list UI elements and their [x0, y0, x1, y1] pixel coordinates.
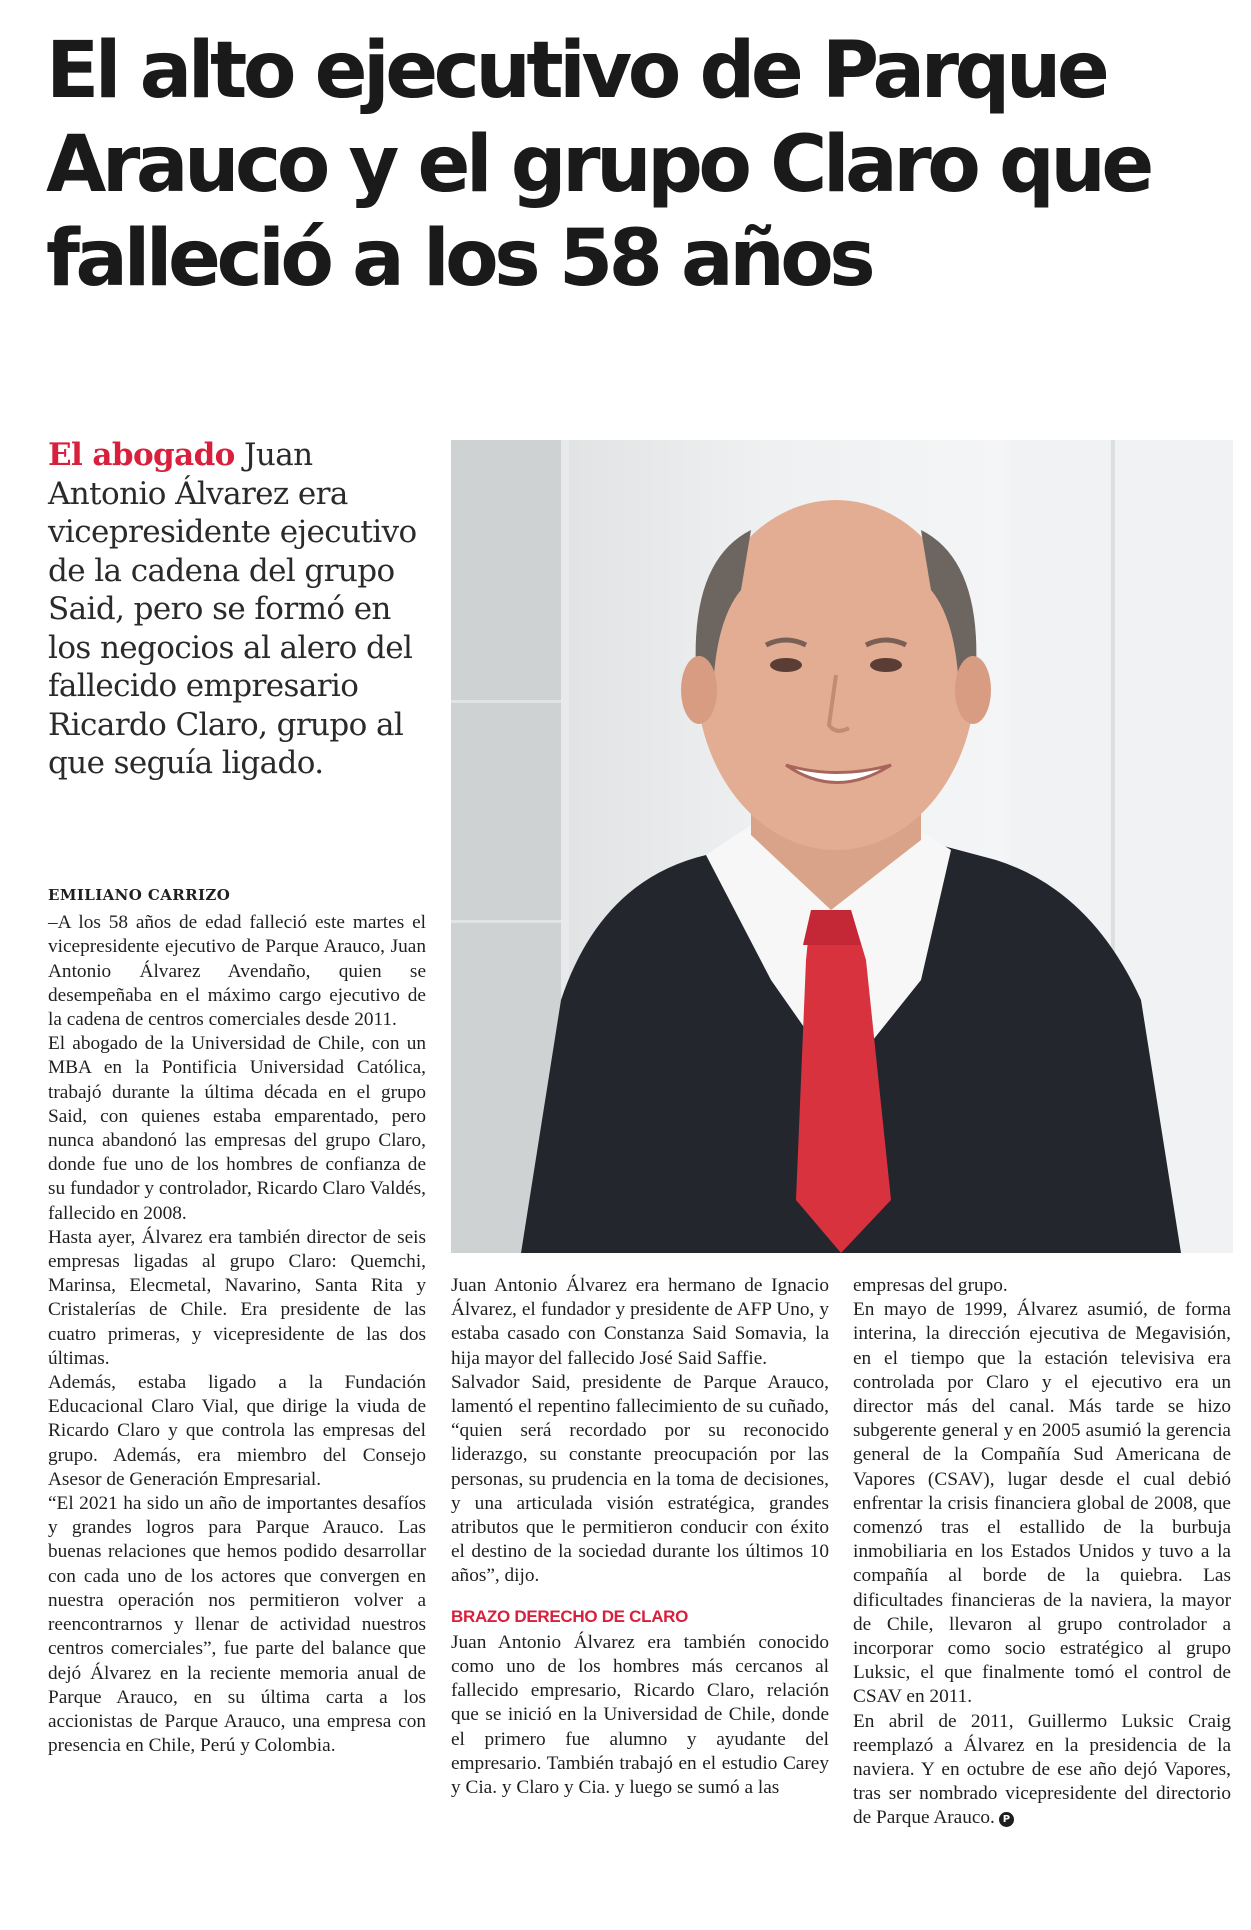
article-column-1	[48, 883, 426, 1758]
paragraph: El abogado de la Universidad de Chile, con un MBA en la Pontificia Universidad Católica, trabajó durante la última década en el grupo Said, con quienes estaba emparentado, pero nunca abandonó las empresas del grupo Claro, donde fue uno de los hombres de confianza de su fundador y controlador, Ricardo Claro Valdés, fallecido en 2008.	[48, 1033, 426, 1224]
portrait-photo	[451, 440, 1233, 1253]
paragraph: “El 2021 ha sido un año de importantes desafíos y grandes logros para Parque Arauco. Las buenas relaciones que hemos podido desarrollar con cada uno de los actores que convergen en nuestra operación nos permitieron volver a reencontrarnos y llenar de actividad nuestros centros comerciales”, fue parte del balance que dejó Álvarez en la reciente memoria anual de Parque Arauco, en su última carta a los accionistas de Parque Arauco, una empresa con presencia en Chile, Perú y Colombia.	[48, 1493, 426, 1757]
paragraph-final	[853, 1710, 1231, 1831]
paragraph: En mayo de 1999, Álvarez asumió, de forma interina, la dirección ejecutiva de Megavisión, en el tiempo que la estación televisiva era controlada por Claro y el ejecutivo era un director más del canal. Más tarde se hizo subgerente general y en 2005 asumió la gerencia general de la Compañía Sud Americana de Vapores (CSAV), lugar desde el cual debió enfrentar la crisis financiera global de 2008, que comenzó tras el estallido de la burbuja inmobiliaria en los Estados Unidos y tuvo a la compañía al borde de la quiebra. Las dificultades financieras de la naviera, la mayor de Chile, llevaron al grupo controlador a incorporar como socio estratégico al grupo Luksic, el que finalmente tomó el control de CSAV en 2011.	[853, 1299, 1231, 1708]
paragraph: Juan Antonio Álvarez era también conocido como uno de los hombres más cercanos al fallecido empresario, Ricardo Claro, relación que se inició en la Universidad de Chile, donde el primero fue alumno y ayudante del empresario. También trabajó en el estudio Carey y Cia. y Claro y Cia. y luego se sumó a las	[451, 1631, 829, 1799]
paragraph: Hasta ayer, Álvarez era también director de seis empresas ligadas al grupo Claro: Quemchi, Marinsa, Elecmetal, Navarino, Santa Rita y Cristalerías de Chile. Era presidente de las cuatro primeras, y vicepresidente de las dos últimas.	[48, 1226, 426, 1369]
end-mark-icon: P	[999, 1812, 1014, 1827]
paragraph-text: En abril de 2011, Guillermo Luksic Craig reemplazó a Álvarez en la presidencia de la naviera. Y en octubre de ese año dejó Vapores, tras ser nombrado vicepresidente del directorio de Parque Arauco.	[853, 1710, 1231, 1829]
lead-kicker: El abogado	[48, 437, 235, 473]
article-column-2	[451, 1274, 829, 1800]
section-subhead: BRAZO DERECHO DE CLARO	[451, 1606, 689, 1626]
paragraph: Además, estaba ligado a la Fundación Educacional Claro Vial, que dirige la viuda de Ricardo Claro y que controla las empresas del grupo. Además, era miembro del Consejo Asesor de Generación Empresarial.	[48, 1372, 426, 1490]
paragraph: Salvador Said, presidente de Parque Arauco, lamentó el repentino fallecimiento de su cuñado, “quien será recordado por su reconocido liderazgo, su constante preocupación por las personas, su prudencia en la toma de decisiones, y una articulada visión estratégica, grandes atributos que le permitieron conducir con éxito el destino de la sociedad durante los últimos 10 años”, dijo.	[451, 1371, 829, 1587]
paragraph: Juan Antonio Álvarez era hermano de Ignacio Álvarez, el fundador y presidente de AFP Uno, y estaba casado con Constanza Said Somavia, la hija mayor del fallecido José Said Saffie.	[451, 1275, 829, 1369]
byline: EMILIANO CARRIZO	[48, 886, 231, 904]
article-column-3	[853, 1274, 1231, 1831]
paragraph: empresas del grupo.	[853, 1275, 1008, 1296]
lead-paragraph	[48, 436, 438, 783]
headline: El alto ejecutivo de Parque Arauco y el grupo Claro que falleció a los 58 años	[46, 26, 1150, 304]
paragraph: –A los 58 años de edad falleció este martes el vicepresidente ejecutivo de Parque Arauco, Juan Antonio Álvarez Avendaño, quien se desempeñaba en el máximo cargo ejecutivo de la cadena de centros comerciales desde 2011.	[48, 912, 426, 1031]
lead-text: Juan Antonio Álvarez era vicepresidente ejecutivo de la cadena del grupo Said, pero se formó en los negocios al alero del fallecido empresario Ricardo Claro, grupo al que seguía ligado.	[48, 437, 417, 781]
